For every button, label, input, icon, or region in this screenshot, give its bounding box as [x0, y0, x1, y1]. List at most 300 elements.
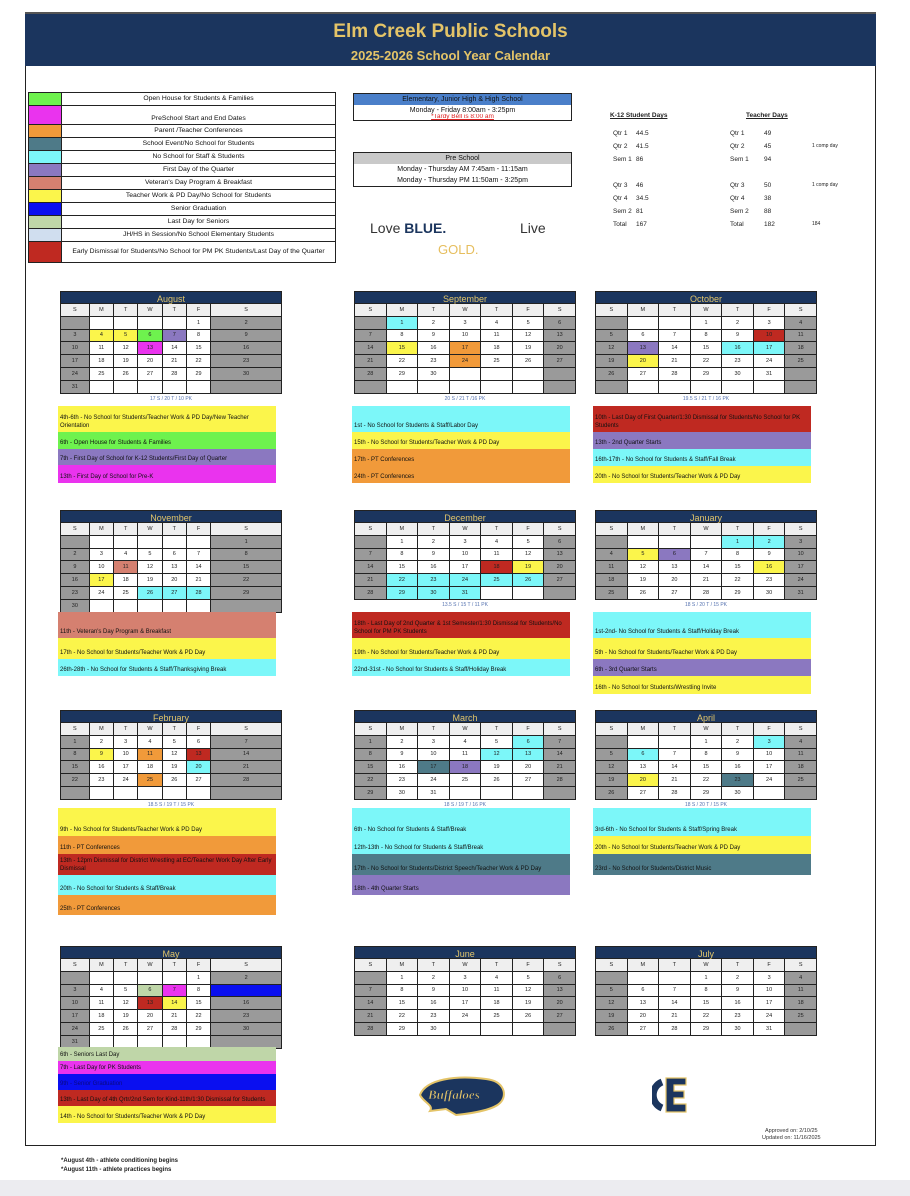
month-name: May [60, 946, 282, 958]
calendar-day: 3 [449, 971, 481, 984]
student-days-value: 86 [636, 156, 644, 163]
legend-swatch [29, 164, 62, 176]
calendar-day: 5 [512, 316, 544, 329]
calendar-day-empty [355, 535, 387, 548]
calendar-day: 27 [138, 1022, 162, 1035]
month-day-summary: 18 S / 20 T / 15 PK [684, 801, 728, 808]
calendar-day: 2 [722, 735, 754, 748]
calendar-day-empty [627, 380, 659, 393]
weekday-header: M [89, 959, 113, 972]
calendar-day: 30 [386, 786, 418, 799]
calendar-day: 28 [690, 586, 722, 599]
month-calendar-january [595, 510, 817, 610]
calendar-day: 16 [61, 574, 90, 587]
calendar-day: 26 [596, 786, 628, 799]
calendar-day: 5 [627, 548, 659, 561]
legend-label: Open House for Students & Families [143, 95, 254, 103]
student-days-title: K-12 Student Days [610, 112, 668, 119]
calendar-day: 6 [627, 984, 659, 997]
event-note: 1st-2nd- No School for Students & Staff/Holiday Break [593, 612, 811, 638]
legend-swatch [29, 93, 62, 105]
calendar-day-empty [162, 971, 186, 984]
legend-item [29, 242, 335, 262]
teacher-days-label: Total [730, 221, 744, 228]
calendar-day-empty [386, 380, 418, 393]
legend-item [29, 164, 335, 177]
legend-swatch [29, 106, 62, 124]
weekday-header: T [722, 523, 754, 536]
calendar-day: 10 [785, 548, 817, 561]
calendar-day: 29 [211, 586, 282, 599]
calendar-day: 5 [596, 329, 628, 342]
calendar-day: 4 [481, 316, 513, 329]
month-notes-february [58, 808, 276, 915]
calendar-day: 21 [355, 574, 387, 587]
event-note: 19th - No School for Students/Teacher Work & PD Day [352, 638, 570, 659]
calendar-day: 19 [512, 561, 544, 574]
calendar-day: 28 [659, 1022, 691, 1035]
calendar-day: 24 [61, 367, 90, 380]
calendar-day: 3 [753, 735, 785, 748]
legend-label: Veteran's Day Program & Breakfast [144, 179, 253, 187]
calendar-day: 29 [186, 367, 210, 380]
calendar-day: 5 [114, 984, 138, 997]
calendar-day: 12 [114, 997, 138, 1010]
calendar-day: 4 [596, 548, 628, 561]
calendar-day: 7 [162, 984, 186, 997]
calendar-day: 3 [61, 329, 90, 342]
calendar-day: 28 [355, 586, 387, 599]
calendar-day-empty [138, 786, 162, 799]
calendar-day-empty [138, 971, 162, 984]
weekday-header: T [659, 959, 691, 972]
calendar-day: 10 [449, 329, 481, 342]
calendar-day: 21 [355, 1010, 387, 1023]
calendar-day: 26 [512, 1010, 544, 1023]
legend-item [29, 125, 335, 138]
calendar-day: 19 [596, 355, 628, 368]
calendar-day: 1 [186, 971, 210, 984]
calendar-day: 23 [418, 355, 450, 368]
calendar-day: 24 [449, 1010, 481, 1023]
calendar-day: 7 [659, 748, 691, 761]
month-day-summary: 18 S / 20 T / 15 PK [684, 601, 728, 608]
month-calendar-may [60, 946, 282, 1059]
legend-swatch [29, 138, 62, 150]
weekday-header: F [753, 723, 785, 736]
weekday-header: F [753, 304, 785, 317]
calendar-day: 26 [162, 774, 186, 787]
event-note: 7th - Last Day for PK Students [58, 1061, 276, 1074]
calendar-day: 5 [596, 984, 628, 997]
event-note: 11th - Veteran's Day Program & Breakfast [58, 612, 276, 638]
calendar-day: 1 [386, 535, 418, 548]
slogan-love-blue [370, 220, 446, 236]
approval-dates [762, 1128, 821, 1141]
calendar-day: 27 [627, 1022, 659, 1035]
slogan-gold: GOLD. [438, 242, 479, 257]
calendar-day: 19 [138, 574, 162, 587]
calendar-day: 15 [186, 342, 210, 355]
calendar-day: 20 [627, 774, 659, 787]
calendar-day: 7 [162, 329, 186, 342]
calendar-day: 5 [481, 735, 513, 748]
legend-item [29, 229, 335, 242]
calendar-day: 6 [544, 971, 576, 984]
calendar-day: 25 [449, 774, 481, 787]
calendar-day: 24 [89, 586, 113, 599]
calendar-day-empty [690, 535, 722, 548]
calendar-day: 12 [596, 761, 628, 774]
calendar-day-empty [89, 380, 113, 393]
legend-label: Teacher Work & PD Day/No School for Students [125, 192, 272, 200]
weekday-header: S [596, 523, 628, 536]
calendar-day: 15 [690, 997, 722, 1010]
calendar-day: 7 [211, 735, 282, 748]
calendar-day-empty [186, 380, 210, 393]
weekday-header: S [355, 723, 387, 736]
calendar-day-empty [355, 971, 387, 984]
teacher-days-title: Teacher Days [746, 112, 788, 119]
calendar-day: 20 [544, 342, 576, 355]
calendar-day: 31 [418, 786, 450, 799]
calendar-day: 25 [114, 586, 138, 599]
calendar-day: 30 [211, 1022, 282, 1035]
calendar-day: 23 [418, 574, 450, 587]
calendar-day-empty [355, 316, 387, 329]
calendar-day: 10 [61, 342, 90, 355]
calendar-day: 23 [722, 774, 754, 787]
calendar-day: 1 [211, 535, 282, 548]
calendar-day-empty [627, 971, 659, 984]
teacher-days-note: 1 comp day [812, 182, 838, 188]
calendar-day-empty [162, 380, 186, 393]
month-day-summary: 17 S / 20 T / 10 PK [149, 395, 193, 402]
month-notes-december [352, 612, 570, 676]
calendar-day-empty [162, 535, 186, 548]
calendar-day: 18 [114, 574, 138, 587]
calendar-day: 6 [627, 329, 659, 342]
calendar-day: 26 [627, 586, 659, 599]
calendar-day: 18 [785, 342, 817, 355]
month-calendar-september [354, 291, 576, 404]
weekday-header: S [785, 523, 817, 536]
legend-swatch [29, 242, 62, 262]
calendar-day: 14 [162, 342, 186, 355]
calendar-day: 10 [449, 984, 481, 997]
calendar-day: 17 [753, 761, 785, 774]
calendar-day-empty [596, 380, 628, 393]
preschool-pm-hours: Monday - Thursday PM 11:50am - 3:25pm [397, 177, 528, 184]
calendar-day: 30 [211, 367, 282, 380]
event-note: 16th - No School for Students/Wrestling Invite [593, 676, 811, 694]
weekday-header: M [89, 523, 113, 536]
weekday-header: M [627, 723, 659, 736]
buffaloes-logo [416, 1073, 508, 1117]
month-notes-march [352, 808, 570, 895]
event-note: 25th - PT Conferences [58, 895, 276, 915]
calendar-day: 26 [512, 574, 544, 587]
calendar-day: 4 [785, 735, 817, 748]
weekday-header: S [544, 523, 576, 536]
calendar-day: 12 [114, 342, 138, 355]
calendar-day-empty [89, 971, 113, 984]
calendar-day: 13 [627, 342, 659, 355]
calendar-day: 7 [186, 548, 210, 561]
calendar-day: 31 [785, 586, 817, 599]
calendar-day: 21 [690, 574, 722, 587]
calendar-day-empty [785, 380, 817, 393]
calendar-day: 3 [753, 971, 785, 984]
calendar-day: 5 [512, 971, 544, 984]
month-calendar-june [354, 946, 576, 1046]
calendar-day-empty [186, 786, 210, 799]
calendar-day: 9 [418, 984, 450, 997]
calendar-day: 31 [61, 1035, 90, 1048]
calendar-day: 7 [355, 329, 387, 342]
month-name: February [60, 710, 282, 722]
weekday-header: W [449, 959, 481, 972]
month-name: October [595, 291, 817, 303]
month-notes-september [352, 406, 570, 483]
calendar-day: 28 [659, 367, 691, 380]
calendar-day: 9 [386, 748, 418, 761]
calendar-day: 16 [211, 342, 282, 355]
calendar-day: 15 [386, 342, 418, 355]
calendar-day-empty [114, 535, 138, 548]
weekday-header: S [785, 959, 817, 972]
legend-label: Senior Graduation [170, 205, 227, 213]
calendar-day: 18 [89, 355, 113, 368]
legend-label: First Day of the Quarter [162, 166, 234, 174]
calendar-day-empty [89, 599, 113, 612]
calendar-day: 7 [355, 984, 387, 997]
calendar-day: 1 [386, 971, 418, 984]
teacher-days-note: 1 comp day [812, 143, 838, 149]
calendar-day: 26 [596, 367, 628, 380]
weekday-header: S [355, 304, 387, 317]
calendar-day: 15 [355, 761, 387, 774]
preschool-am-hours: Monday - Thursday AM 7:45am - 11:15am [397, 166, 528, 173]
ec-logo [652, 1074, 692, 1116]
calendar-day: 29 [355, 786, 387, 799]
student-days-label: Qtr 2 [613, 143, 628, 150]
calendar-day: 14 [690, 561, 722, 574]
calendar-day: 22 [211, 574, 282, 587]
event-note: 6th - No School for Students & Staff/Break [352, 808, 570, 836]
calendar-day-empty [481, 380, 513, 393]
event-note: 13th - First Day of School for Pre-K [58, 465, 276, 483]
event-note: 16th-17th - No School for Students & Staff/Fall Break [593, 449, 811, 466]
calendar-day: 11 [89, 342, 113, 355]
weekday-header: T [418, 523, 450, 536]
weekday-header: M [627, 304, 659, 317]
calendar-day: 16 [722, 997, 754, 1010]
calendar-day: 23 [418, 1010, 450, 1023]
event-note: 13th - 2nd Quarter Starts [593, 432, 811, 449]
calendar-day: 5 [162, 735, 186, 748]
calendar-day: 6 [162, 548, 186, 561]
calendar-day-empty [162, 786, 186, 799]
calendar-day: 23 [386, 774, 418, 787]
calendar-day: 24 [449, 574, 481, 587]
calendar-day: 21 [659, 1010, 691, 1023]
calendar-day: 11 [138, 748, 162, 761]
calendar-day: 7 [690, 548, 722, 561]
teacher-days-label: Sem 1 [730, 156, 749, 163]
calendar-day: 29 [386, 586, 418, 599]
month-name: June [354, 946, 576, 958]
calendar-day: 8 [211, 548, 282, 561]
calendar-day: 14 [355, 561, 387, 574]
calendar-day-empty [785, 1022, 817, 1035]
weekday-header: W [449, 304, 481, 317]
event-note: 22nd-31st - No School for Students & Staff/Holiday Break [352, 659, 570, 676]
calendar-day: 23 [753, 574, 785, 587]
calendar-day-empty [449, 786, 481, 799]
event-note: 6th - Open House for Students & Families [58, 432, 276, 449]
weekday-header: S [596, 723, 628, 736]
calendar-day: 9 [211, 329, 282, 342]
calendar-day: 12 [512, 984, 544, 997]
student-days-value: 44.5 [636, 130, 649, 137]
calendar-day: 10 [449, 548, 481, 561]
month-day-summary: 13.5 S / 15 T / 11 PK [442, 601, 488, 608]
teacher-days-label: Qtr 4 [730, 195, 745, 202]
month-name: July [595, 946, 817, 958]
calendar-day: 19 [512, 342, 544, 355]
calendar-day: 31 [753, 367, 785, 380]
weekday-header: S [596, 959, 628, 972]
calendar-day: 30 [722, 367, 754, 380]
calendar-day: 16 [753, 561, 785, 574]
calendar-day: 5 [138, 548, 162, 561]
calendar-day: 4 [89, 984, 113, 997]
event-note: 6th - 3rd Quarter Starts [593, 659, 811, 676]
calendar-day: 7 [659, 984, 691, 997]
calendar-day: 20 [544, 997, 576, 1010]
calendar-day-empty [138, 599, 162, 612]
legend-swatch [29, 151, 62, 163]
calendar-day: 14 [544, 748, 576, 761]
calendar-day-empty [186, 599, 210, 612]
legend-label: JH/HS in Session/No School Elementary Students [122, 231, 275, 239]
weekday-header: S [61, 523, 90, 536]
footnote-2: *August 11th - athlete practices begins [61, 1167, 172, 1173]
legend-item [29, 93, 335, 106]
event-note: 18th - 4th Quarter Starts [352, 875, 570, 895]
legend-swatch [29, 203, 62, 215]
legend-swatch [29, 229, 62, 241]
calendar-day-empty [114, 316, 138, 329]
weekday-header: S [61, 723, 90, 736]
event-note: 5th - No School for Students/Teacher Work & PD Day [593, 638, 811, 659]
weekday-header: T [114, 959, 138, 972]
calendar-day: 19 [596, 1010, 628, 1023]
weekday-header: S [355, 959, 387, 972]
weekday-header: W [449, 523, 481, 536]
weekday-header: T [114, 304, 138, 317]
month-calendar-december [354, 510, 576, 610]
event-note: 11th - PT Conferences [58, 836, 276, 854]
calendar-day-empty [659, 535, 691, 548]
month-notes-august [58, 406, 276, 483]
calendar-day: 15 [690, 761, 722, 774]
calendar-day: 26 [596, 1022, 628, 1035]
calendar-day: 3 [753, 316, 785, 329]
calendar-day: 27 [544, 1010, 576, 1023]
footnote-1: *August 4th - athlete conditioning begins [61, 1158, 178, 1164]
calendar-day: 3 [114, 735, 138, 748]
weekday-header: F [186, 959, 210, 972]
calendar-day: 1 [722, 535, 754, 548]
calendar-day: 23 [61, 586, 90, 599]
weekday-header: M [386, 523, 418, 536]
weekday-header: T [114, 723, 138, 736]
calendar-day: 30 [722, 786, 754, 799]
teacher-days-value: 38 [764, 195, 772, 202]
calendar-day: 7 [659, 329, 691, 342]
calendar-day: 12 [138, 561, 162, 574]
calendar-day: 12 [596, 997, 628, 1010]
calendar-day: 22 [690, 355, 722, 368]
elementary-schedule [353, 93, 572, 121]
calendar-day: 29 [386, 367, 418, 380]
calendar-day-empty [627, 316, 659, 329]
calendar-day-empty [481, 367, 513, 380]
calendar-day-empty [138, 380, 162, 393]
calendar-day: 1 [690, 971, 722, 984]
calendar-day: 12 [481, 748, 513, 761]
calendar-day: 27 [512, 774, 544, 787]
student-days-label: Total [613, 221, 627, 228]
calendar-day-empty [61, 316, 90, 329]
weekday-header: S [785, 723, 817, 736]
calendar-day: 12 [162, 748, 186, 761]
calendar-day: 19 [114, 355, 138, 368]
calendar-day-empty [512, 786, 544, 799]
calendar-day: 24 [753, 355, 785, 368]
teacher-days-label: Qtr 1 [730, 130, 745, 137]
month-day-summary: 18.5 S / 19 T / 15 PK [147, 801, 195, 808]
calendar-day: 13 [544, 548, 576, 561]
calendar-day: 8 [690, 329, 722, 342]
calendar-day: 25 [481, 1010, 513, 1023]
calendar-day: 25 [89, 367, 113, 380]
calendar-day: 12 [627, 561, 659, 574]
calendar-day-empty [627, 735, 659, 748]
calendar-day-empty [596, 316, 628, 329]
weekday-header: T [114, 523, 138, 536]
event-note: 26th-28th - No School for Students & Staff/Thanksgiving Break [58, 659, 276, 676]
slogan-blue: BLUE. [404, 220, 447, 236]
calendar-day: 18 [785, 997, 817, 1010]
event-note: 6th - Seniors Last Day [58, 1047, 276, 1061]
calendar-day: 19 [596, 774, 628, 787]
calendar-day: 29 [690, 786, 722, 799]
legend-item [29, 216, 335, 229]
calendar-day: 17 [785, 561, 817, 574]
calendar-day: 13 [162, 561, 186, 574]
weekday-header: T [722, 959, 754, 972]
calendar-day-empty [512, 1022, 544, 1035]
month-notes-may [58, 1047, 276, 1123]
calendar-day-empty [481, 786, 513, 799]
calendar-day: 1 [690, 735, 722, 748]
calendar-day-empty [659, 380, 691, 393]
calendar-day: 15 [186, 997, 210, 1010]
calendar-day: 26 [481, 774, 513, 787]
